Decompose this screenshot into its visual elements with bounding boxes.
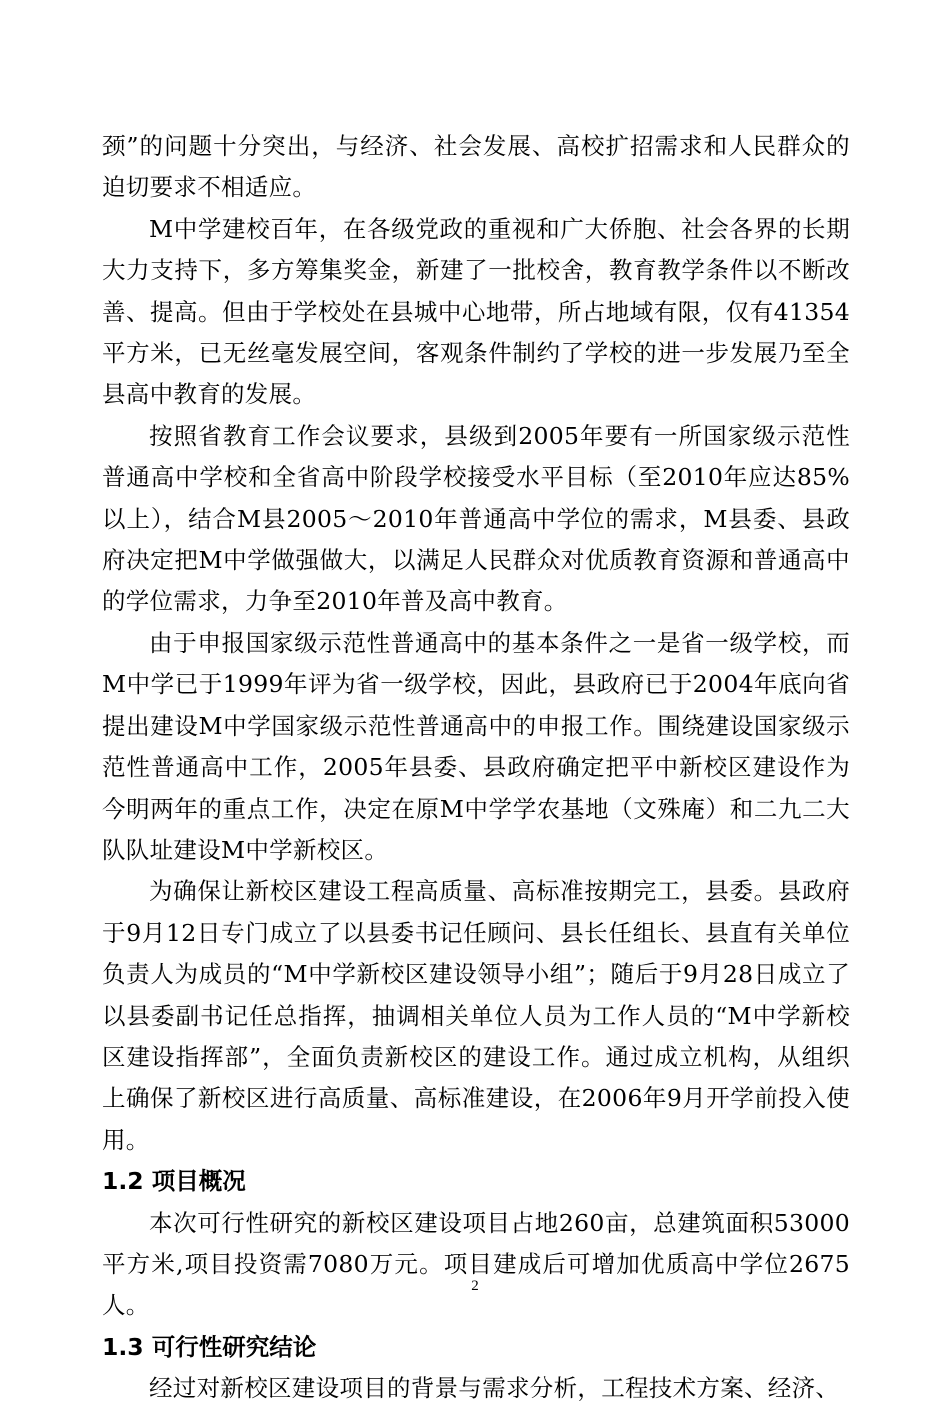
paragraph-application: 由于申报国家级示范性普通高中的基本条件之一是省一级学校，而M中学已于1999年评为省一级学校，因此，县政府已于2004年底向省提出建设M中学国家级示范性普通高中的申报工作。围绕建设国家级示范性普通高中工作，2005年县委、县政府确定把平中新校区建设作为今明两年的重点工作，决定在原M中学学农基地（文殊庵）和二九二大队队址建设M中学新校区。 xyxy=(102,628,850,864)
paragraph-continuation: 颈”的问题十分突出，与经济、社会发展、高校扩招需求和人民群众的迫切要求不相适应。 xyxy=(102,132,850,202)
section-heading-feasibility-conclusion: 1.3 可行性研究结论 xyxy=(102,1332,317,1361)
paragraph-feasibility-conclusion: 经过对新校区建设项目的背景与需求分析，工程技术方案、经济、 xyxy=(149,1374,840,1403)
paragraph-school-history: M中学建校百年，在各级党政的重视和广大侨胞、社会各界的长期大力支持下，多方筹集奖金，新建了一批校舍，教育教学条件以不断改善、提高。但由于学校处在县城中心地带，所占地域有限，仅有41354平方米，已无丝毫发展空间，客观条件制约了学校的进一步发展乃至全县高中教育的发展。 xyxy=(102,214,850,409)
section-heading-project-overview: 1.2 项目概况 xyxy=(102,1167,246,1196)
page-number: 2 xyxy=(471,1278,479,1294)
paragraph-education-goals: 按照省教育工作会议要求，县级到2005年要有一所国家级示范性普通高中学校和全省高中阶段学校接受水平目标（至2010年应达85%以上），结合M县2005～2010年普通高中学位的需求，M县委、县政府决定把M中学做强做大，以满足人民群众对优质教育资源和普通高中的学位需求，力争至2010年普及高中教育。 xyxy=(102,421,850,616)
paragraph-project-overview: 本次可行性研究的新校区建设项目占地260亩，总建筑面积53000平方米,项目投资需7080万元。项目建成后可增加优质高中学位2675人。 xyxy=(102,1208,850,1320)
paragraph-leadership-group: 为确保让新校区建设工程高质量、高标准按期完工，县委。县政府于9月12日专门成立了以县委书记任顾问、县长任组长、县直有关单位负责人为成员的“M中学新校区建设领导小组”；随后于9月28日成立了以县委副书记任总指挥，抽调相关单位人员为工作人员的“M中学新校区建设指挥部”，全面负责新校区的建设工作。通过成立机构，从组织上确保了新校区进行高质量、高标准建设，在2006年9月开学前投入使用。 xyxy=(102,877,850,1154)
document-body xyxy=(102,126,850,1410)
